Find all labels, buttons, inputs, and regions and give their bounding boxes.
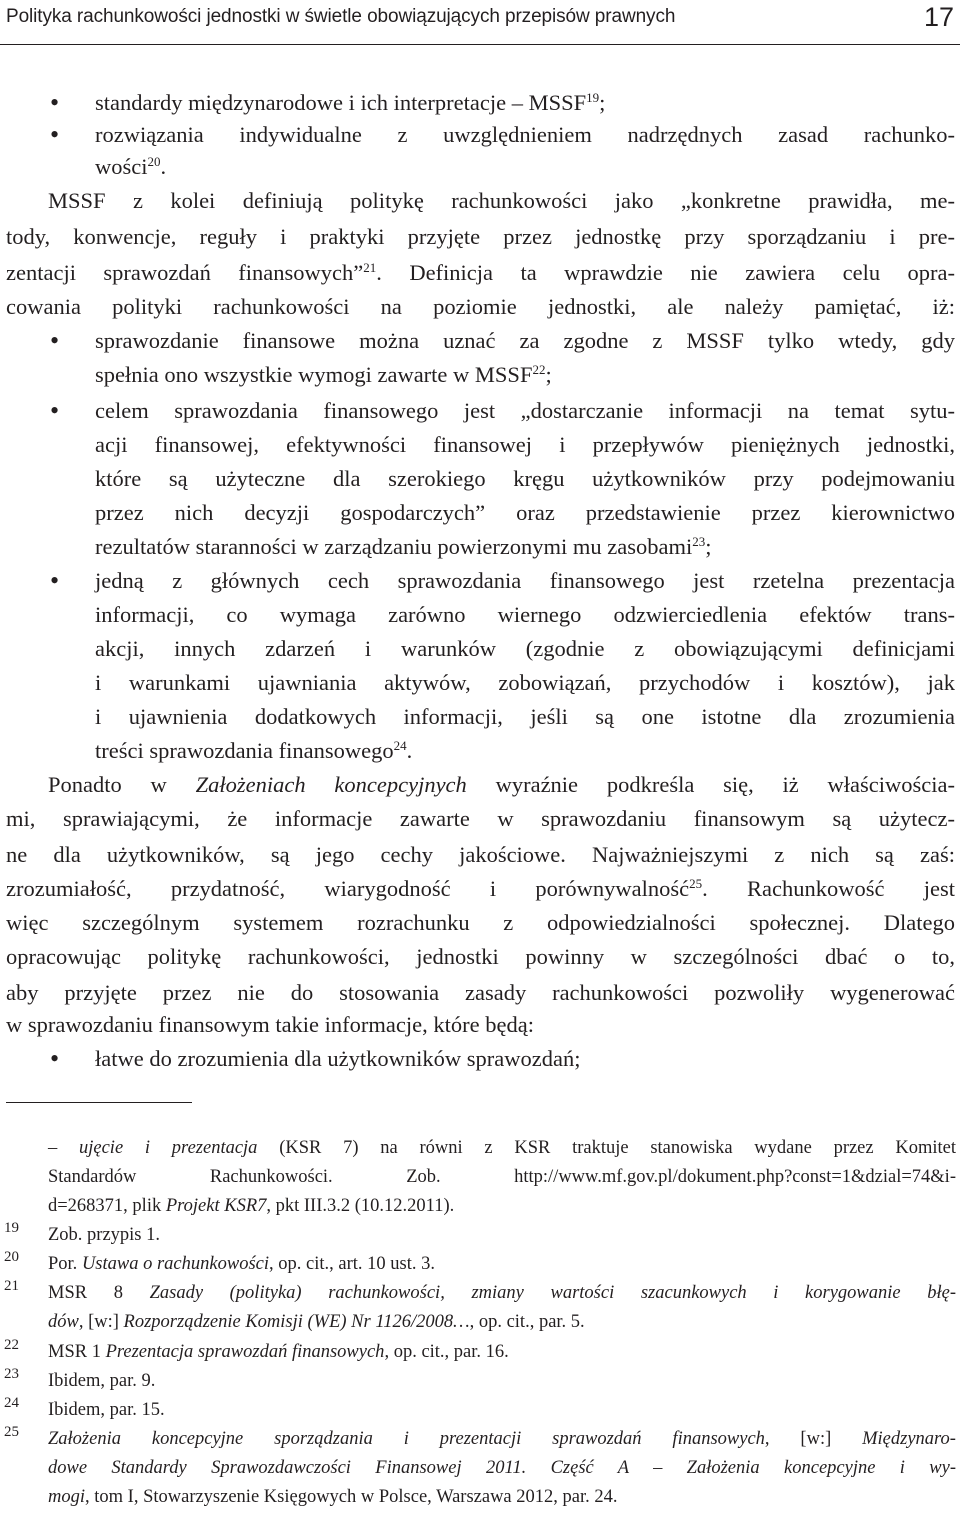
- footnote-ref: 24: [393, 738, 407, 753]
- bullet-item-cel-cont: które są użyteczne dla szerokiego kręgu użytkowników przy podejmowaniu: [95, 466, 955, 491]
- bullet-item-rzetelna-cont: informacji, co wymaga zarówno wiernego odzwierciedlenia efektów trans-: [95, 602, 955, 627]
- paragraph-line: MSSF z kolei definiują politykę rachunkowości jako „konkretne prawidła, me-: [48, 188, 955, 213]
- paragraph-line: opracowując politykę rachunkowości, jednostki powinny w szczególności dbać o to,: [6, 944, 955, 969]
- paragraph-line: aby przyjęte przez nie do stosowania zasady rachunkowości pozwoliły wygenerować: [6, 980, 955, 1005]
- running-header: [0, 0, 960, 45]
- bullet-item-rzetelna-cont: treści sprawozdania finansowego$^{24}$.: [95, 738, 413, 763]
- footnote-line: – ujęcie i prezentacja (KSR 7) na równi z KSR traktuje stanowiska wydane przez Komitet: [48, 1138, 956, 1158]
- footnote-ref: 25: [689, 876, 703, 891]
- footnote-rule: [6, 1102, 192, 1103]
- paragraph-line: mi, sprawiającymi, że informacje zawarte w sprawozdaniu finansowym są użytecz-: [6, 806, 955, 831]
- paragraph-line: zrozumiałość, przydatność, wiarygodność i porównywalność$^{25}$. Rachunkowość jest: [6, 876, 955, 901]
- bullet-icon: •: [50, 566, 60, 595]
- bullet-item-rzetelna-cont: akcji, innych zdarzeń i warunków (zgodnie z obowiązującymi definicjami: [95, 636, 955, 661]
- paragraph-line: tody, konwencje, reguły i praktyki przyjęte przez jednostkę przy sporządzaniu i pre-: [6, 224, 955, 249]
- footnote-number: 23: [4, 1366, 19, 1382]
- bullet-icon: •: [50, 88, 60, 117]
- paragraph-line: więc szczególnym systemem rozrachunku z odpowiedzialności społecznej. Dlatego: [6, 910, 955, 935]
- footnote-ref: 22: [532, 362, 546, 377]
- footnote-25-cont: dowe Standardy Sprawozdawczości Finansowej 2011. Część A – Założenia koncepcyjne i wy-: [48, 1458, 956, 1478]
- footnote-25: Założenia koncepcyjne sporządzania i prezentacji sprawozdań finansowych, [w:] Międzynaro-: [48, 1429, 956, 1449]
- footnote-25-cont: mogi, tom I, Stowarzyszenie Księgowych w Polsce, Warszawa 2012, par. 24.: [48, 1487, 618, 1507]
- bullet-icon: •: [50, 120, 60, 149]
- footnote-line: Standardów Rachunkowości. Zob. http://www.mf.gov.pl/dokument.php?const=1&dzial=74&i-: [48, 1167, 956, 1187]
- footnote-line: d=268371, plik Projekt KSR7, pkt III.3.2 (10.12.2011).: [48, 1196, 455, 1216]
- footnote-23: Ibidem, par. 9.: [48, 1371, 156, 1391]
- paragraph-line: Ponadto w Założeniach koncepcyjnych wyraźnie podkreśla się, iż właściwościa-: [48, 772, 955, 797]
- footnote-21: MSR 8 Zasady (polityka) rachunkowości, zmiany wartości szacunkowych i korygowanie błę-: [48, 1283, 957, 1303]
- bullet-item-mssf: standardy międzynarodowe i ich interpretacje – MSSF$^{19}$;: [95, 90, 606, 115]
- footnote-22: MSR 1 Prezentacja sprawozdań finansowych, op. cit., par. 16.: [48, 1342, 509, 1362]
- footnote-ref: 19: [586, 90, 600, 105]
- footnote-ref: 23: [692, 534, 706, 549]
- paragraph-line: ne dla użytkowników, są jego cechy jakościowe. Najważniejszymi z nich są zaś:: [6, 842, 955, 867]
- bullet-item-rzetelna-cont: i warunkami ujawniania aktywów, zobowiązań, przychodów i kosztów), jak: [95, 670, 955, 695]
- bullet-item-zgodne: sprawozdanie finansowe można uznać za zgodne z MSSF tylko wtedy, gdy: [95, 328, 955, 353]
- footnote-number: 25: [4, 1424, 19, 1440]
- footnote-number: 24: [4, 1395, 19, 1411]
- footnote-number: 20: [4, 1249, 19, 1265]
- bullet-icon: •: [50, 1044, 60, 1073]
- bullet-item-rzetelna: jedną z głównych cech sprawozdania finansowego jest rzetelna prezentacja: [95, 568, 955, 593]
- paragraph-line: cowania polityki rachunkowości na poziomie jednostki, ale należy pamiętać, iż:: [6, 294, 955, 319]
- bullet-item-cel-cont: rezultatów staranności w zarządzaniu powierzonymi mu zasobami$^{23}$;: [95, 534, 712, 559]
- bullet-item-cel-cont: acji finansowej, efektywności finansowej i przepływów pieniężnych jednostki,: [95, 432, 955, 457]
- paragraph-line: w sprawozdaniu finansowym takie informacje, które będą:: [6, 1012, 534, 1037]
- bullet-item-rzetelna-cont: i ujawnienia dodatkowych informacji, jeśli są one istotne dla zrozumienia: [95, 704, 955, 729]
- footnote-20: Por. Ustawa o rachunkowości, op. cit., art. 10 ust. 3.: [48, 1254, 435, 1274]
- paragraph-line: zentacji sprawozdań finansowych”$^{21}$. Definicja ta wprawdzie nie zawiera celu opra-: [6, 260, 955, 285]
- bullet-icon: •: [50, 396, 60, 425]
- footnote-number: 19: [4, 1220, 19, 1236]
- running-title: Polityka rachunkowości jednostki w świetle obowiązujących przepisów prawnych: [6, 6, 676, 27]
- footnote-number: 21: [4, 1278, 19, 1294]
- bullet-item-indywidualne-cont: wości$^{20}$.: [95, 154, 167, 179]
- bullet-item-latwe: łatwe do zrozumienia dla użytkowników sprawozdań;: [95, 1046, 581, 1071]
- bullet-icon: •: [50, 326, 60, 355]
- footnote-19: Zob. przypis 1.: [48, 1225, 161, 1245]
- footnote-ref: 20: [147, 154, 161, 169]
- footnote-21-cont: dów, [w:] Rozporządzenie Komisji (WE) Nr 1126/2008…, op. cit., par. 5.: [48, 1312, 585, 1332]
- footnote-24: Ibidem, par. 15.: [48, 1400, 165, 1420]
- bullet-item-cel-cont: przez nich decyzji gospodarczych” oraz przedstawienie przez kierownictwo: [95, 500, 955, 525]
- footnote-number: 22: [4, 1337, 19, 1353]
- bullet-item-cel: celem sprawozdania finansowego jest „dostarczanie informacji na temat sytu-: [95, 398, 955, 423]
- footnote-ref: 21: [363, 260, 377, 275]
- page-number: 17: [923, 2, 954, 32]
- bullet-item-zgodne-cont: spełnia ono wszystkie wymogi zawarte w MSSF$^{22}$;: [95, 362, 552, 387]
- bullet-item-indywidualne: rozwiązania indywidualne z uwzględnieniem nadrzędnych zasad rachunko-: [95, 122, 955, 147]
